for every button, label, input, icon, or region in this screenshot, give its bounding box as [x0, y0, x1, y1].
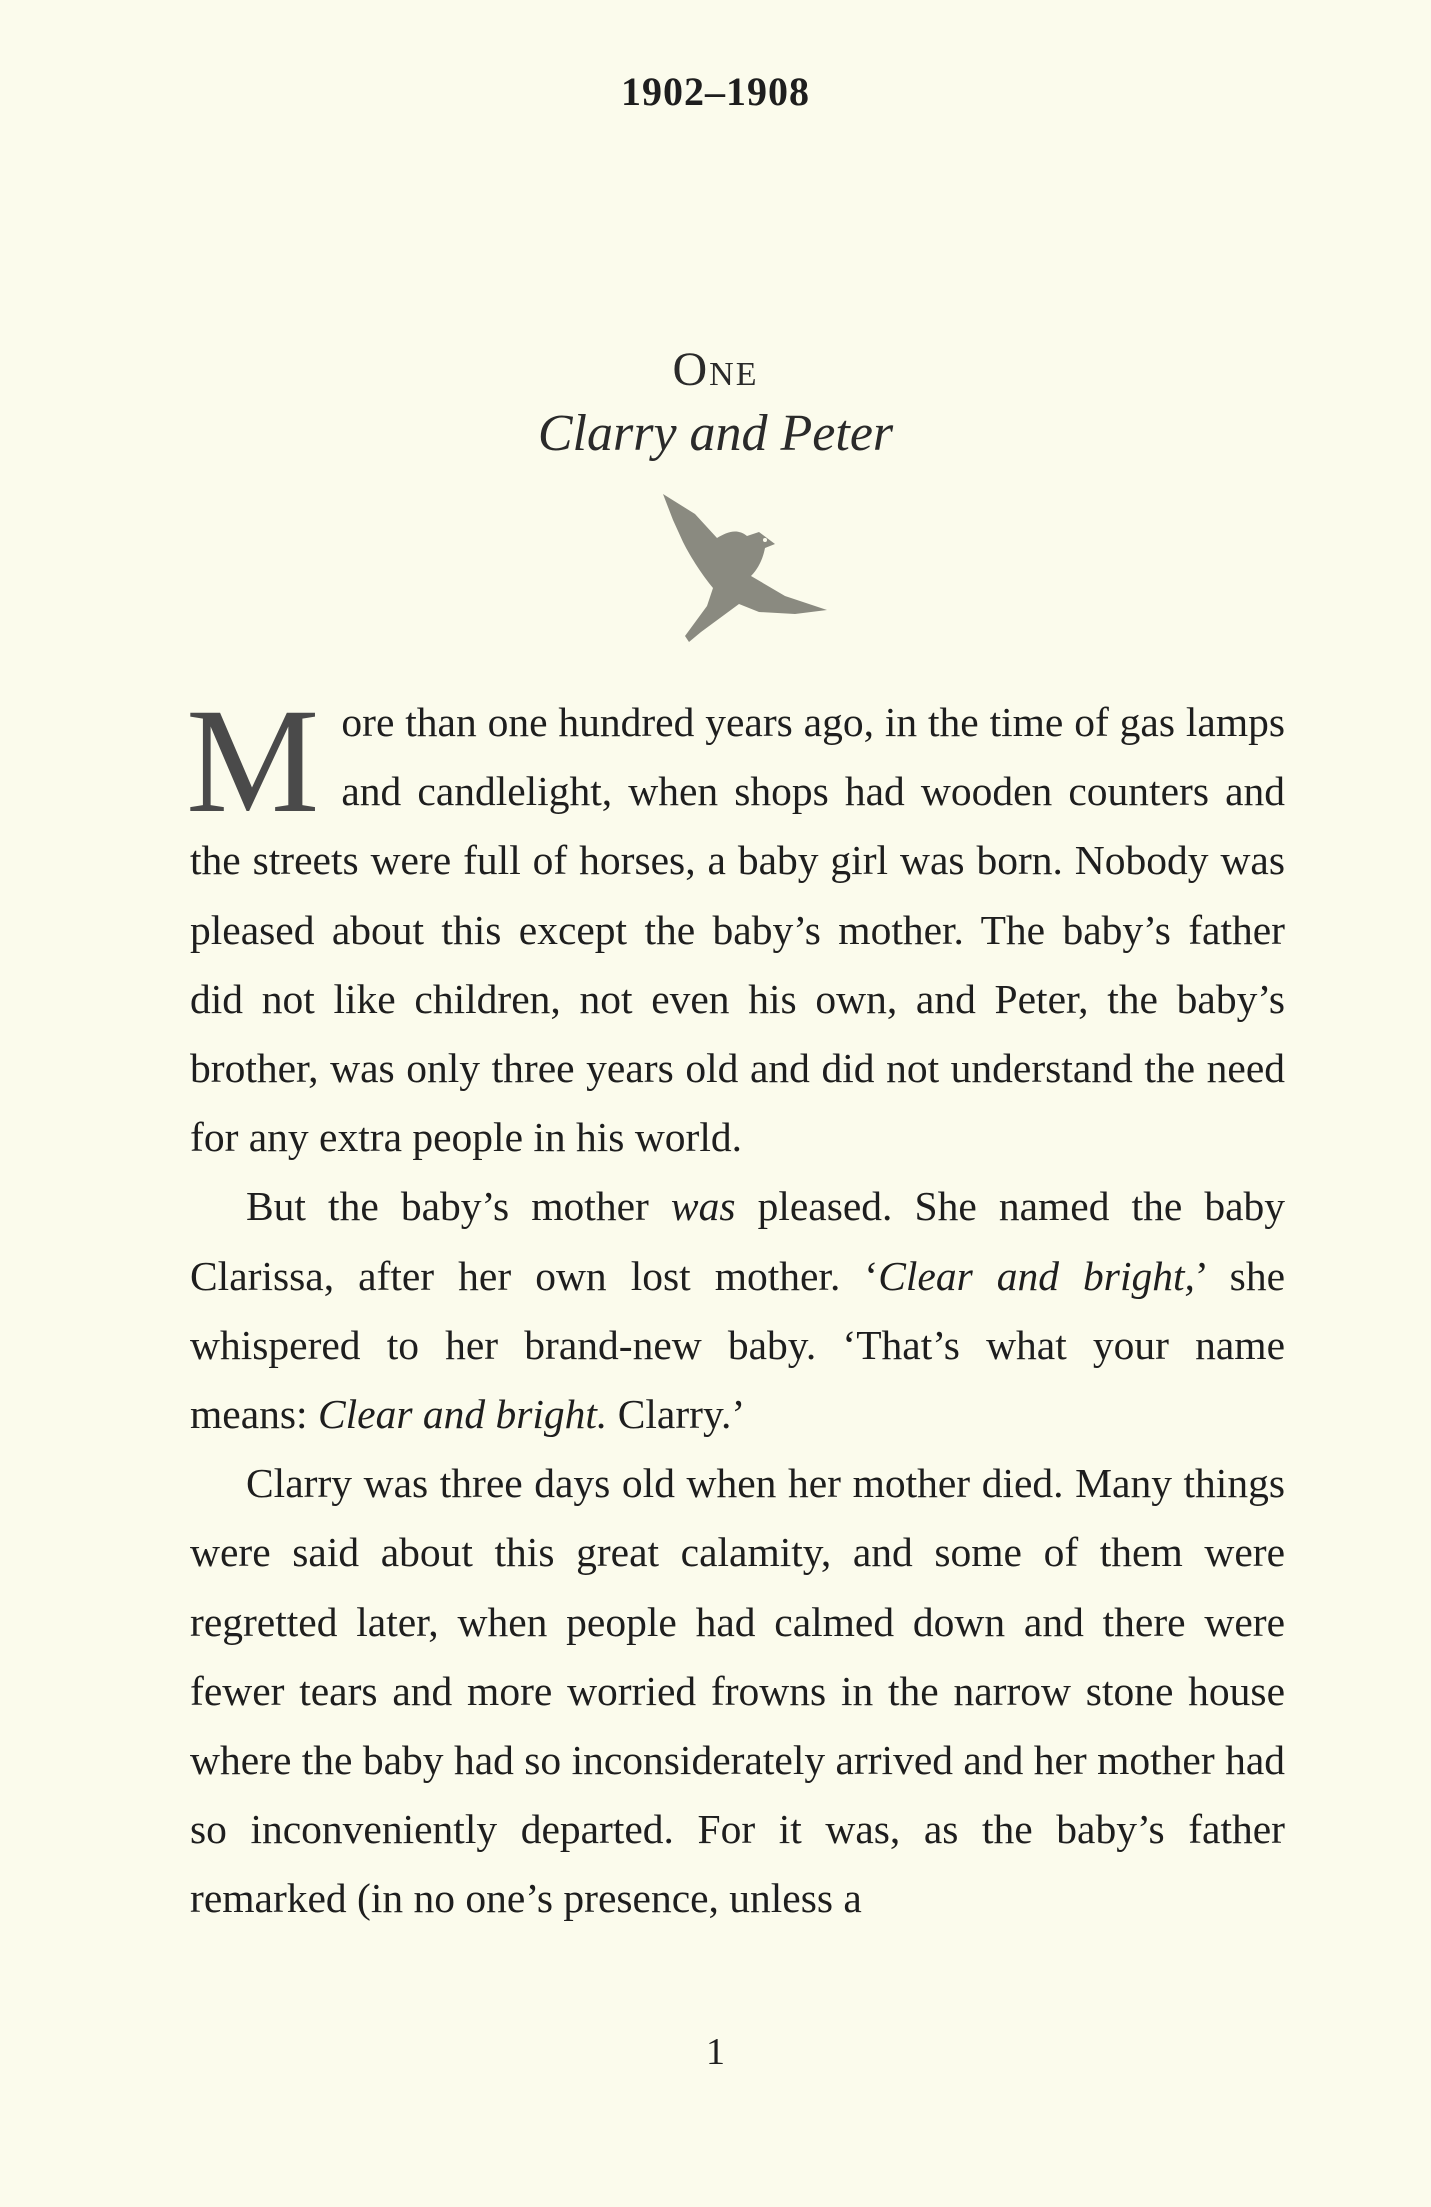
paragraph-3: Clarry was three days old when her mother died. Many things were said about this great calamity, and some of them were regretted later, when people had calmed down and there were fewer tears and more worried frowns in the narrow stone house where the baby had so inconsiderately arrived and her mother had so inconveniently departed. For it was, as the baby’s father remarked (in no one’s presence, unless a [190, 1460, 1285, 1922]
emphasis-clear-and-bright: Clear and bright. [317, 1391, 608, 1438]
emphasis-clear-and-bright: Clear and bright, [878, 1252, 1195, 1299]
running-head: 1902–1908 [621, 69, 810, 114]
chapter-number: One [672, 343, 759, 396]
chapter-title: Clarry and Peter [537, 405, 894, 462]
page-number: 1 [706, 2031, 725, 2073]
paragraph-2 [190, 1172, 1285, 1449]
drop-cap: M [186, 678, 320, 844]
paragraph-1 [186, 678, 1285, 1172]
paragraph-2-text: ’ she whispered to her brand-new baby. ‘That’s what your name means: [190, 1252, 1285, 1438]
bird-icon [655, 492, 830, 642]
paragraph-2-text: But the baby’s mother [246, 1183, 671, 1230]
paragraph-2-text: Clarry.’ [607, 1391, 746, 1438]
body-text [186, 678, 1286, 1934]
emphasis-was: was [670, 1183, 736, 1230]
paragraph-2-text: pleased. She named the baby Clarissa, after her own lost mother. ‘ [190, 1183, 1286, 1299]
paragraph-1-text: ore than one hundred years ago, in the time of gas lamps and candlelight, when shops had wooden counters and the streets were full of horses, a baby girl was born. Nobody was pleased about this except the baby’s mother. The baby’s father did not like children, not even his own, and Peter, the baby’s brother, was only three years old and did not understand the need for any extra people in his world. [190, 699, 1285, 1161]
